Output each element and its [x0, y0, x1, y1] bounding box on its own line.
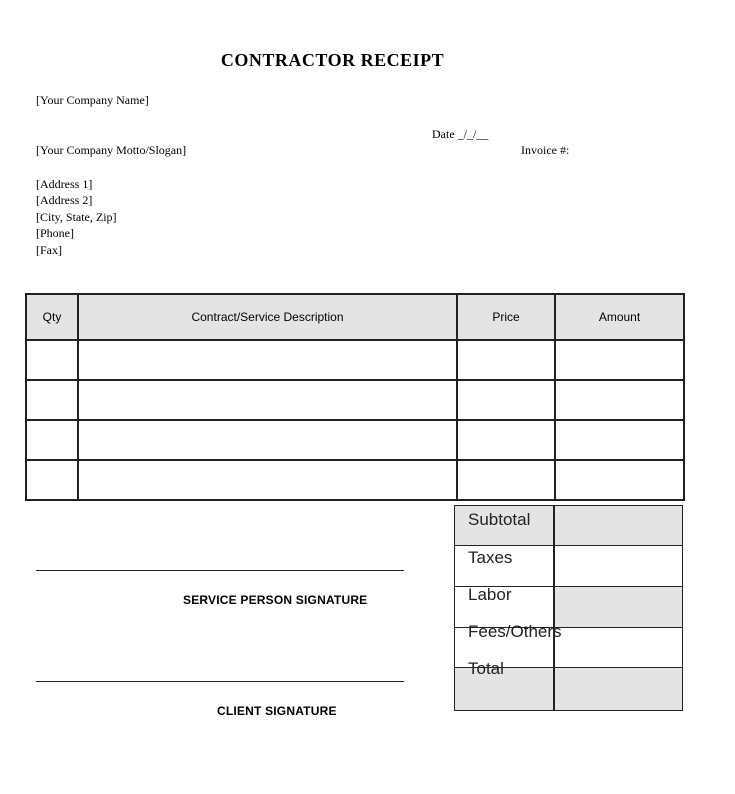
- qty-cell[interactable]: [26, 460, 78, 500]
- description-cell[interactable]: [78, 420, 457, 460]
- service-person-signature-label: SERVICE PERSON SIGNATURE: [183, 593, 368, 607]
- header-amount: Amount: [555, 294, 684, 340]
- description-cell[interactable]: [78, 380, 457, 420]
- qty-cell[interactable]: [26, 380, 78, 420]
- qty-cell[interactable]: [26, 420, 78, 460]
- fax: [Fax]: [36, 243, 62, 257]
- description-cell[interactable]: [78, 460, 457, 500]
- amount-cell[interactable]: [555, 460, 684, 500]
- qty-cell[interactable]: [26, 340, 78, 380]
- subtotal-label: Subtotal: [468, 510, 531, 529]
- client-signature-line[interactable]: [36, 681, 404, 682]
- company-motto: [Your Company Motto/Slogan]: [36, 143, 187, 157]
- labor-shade: [555, 586, 682, 627]
- summary-box: [454, 505, 683, 711]
- header-qty: Qty: [26, 294, 78, 340]
- address-line-1: [Address 1]: [36, 177, 93, 191]
- summary-column-divider: [553, 506, 555, 710]
- fees-others-label: Fees/Others: [468, 622, 562, 641]
- price-cell[interactable]: [457, 420, 555, 460]
- price-cell[interactable]: [457, 460, 555, 500]
- table-row: [26, 460, 684, 500]
- table-row: [26, 340, 684, 380]
- header-price: Price: [457, 294, 555, 340]
- header-description: Contract/Service Description: [78, 294, 457, 340]
- city-state-zip: [City, State, Zip]: [36, 210, 117, 224]
- address-line-2: [Address 2]: [36, 193, 93, 207]
- price-cell[interactable]: [457, 380, 555, 420]
- price-cell[interactable]: [457, 340, 555, 380]
- total-label: Total: [468, 659, 504, 678]
- page-title: CONTRACTOR RECEIPT: [220, 50, 445, 70]
- amount-cell[interactable]: [555, 420, 684, 460]
- date-field[interactable]: Date _/_/__: [432, 127, 489, 141]
- labor-label: Labor: [468, 585, 512, 604]
- summary-divider: [455, 545, 682, 546]
- items-table: [25, 293, 685, 501]
- amount-cell[interactable]: [555, 380, 684, 420]
- table-row: [26, 420, 684, 460]
- phone: [Phone]: [36, 226, 74, 240]
- amount-cell[interactable]: [555, 340, 684, 380]
- description-cell[interactable]: [78, 340, 457, 380]
- client-signature-label: CLIENT SIGNATURE: [217, 704, 337, 718]
- invoice-number-label: Invoice #:: [521, 143, 570, 157]
- table-header-row: [26, 294, 684, 340]
- table-row: [26, 380, 684, 420]
- taxes-label: Taxes: [468, 548, 513, 567]
- company-name: [Your Company Name]: [36, 93, 149, 107]
- service-person-signature-line[interactable]: [36, 570, 404, 571]
